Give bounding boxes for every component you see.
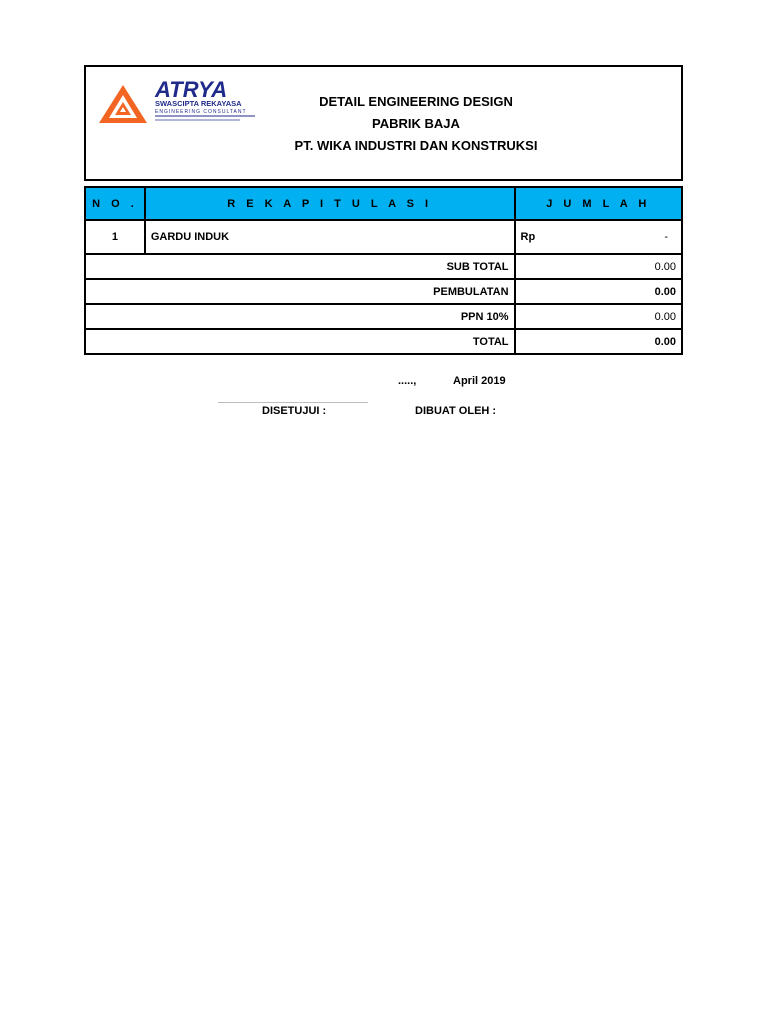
made-by-label: DIBUAT OLEH :	[415, 405, 497, 417]
logo-brand: ATRYA	[155, 77, 228, 102]
total-row	[85, 329, 682, 354]
ppn-value: 0.00	[515, 304, 682, 329]
header-titles	[246, 91, 586, 157]
item-currency: Rp	[520, 231, 536, 243]
document-header	[84, 65, 683, 181]
logo-tagline: ENGINEERING CONSULTANT	[155, 109, 247, 115]
col-jumlah-header: J U M L A H	[515, 187, 682, 220]
signature-divider	[218, 402, 368, 403]
signature-place: .....,	[398, 375, 417, 387]
item-amount: -	[664, 231, 668, 243]
item-name: GARDU INDUK	[145, 220, 515, 254]
header-title-2: PABRIK BAJA	[372, 116, 460, 131]
col-rekapitulasi-header: R E K A P I T U L A S I	[145, 187, 515, 220]
atrya-logo	[97, 75, 267, 125]
pembulatan-value: 0.00	[515, 279, 682, 304]
subtotal-label: SUB TOTAL	[85, 254, 515, 279]
subtotal-row	[85, 254, 682, 279]
total-label: TOTAL	[85, 329, 515, 354]
header-title-1: DETAIL ENGINEERING DESIGN	[319, 94, 513, 109]
table-header-row	[85, 187, 682, 220]
ppn-label: PPN 10%	[85, 304, 515, 329]
recap-table	[84, 186, 683, 355]
col-no-header: N O .	[85, 187, 145, 220]
logo-subtitle: SWASCIPTA REKAYASA	[155, 99, 242, 108]
approved-label: DISETUJUI :	[262, 405, 327, 417]
pembulatan-label: PEMBULATAN	[85, 279, 515, 304]
subtotal-value: 0.00	[515, 254, 682, 279]
pembulatan-row	[85, 279, 682, 304]
item-no: 1	[85, 220, 145, 254]
header-title-3: PT. WIKA INDUSTRI DAN KONSTRUKSI	[294, 138, 538, 153]
signature-date: April 2019	[453, 375, 506, 387]
ppn-row	[85, 304, 682, 329]
total-value: 0.00	[515, 329, 682, 354]
item-amount-cell	[515, 220, 682, 254]
table-row	[85, 220, 682, 254]
triangle-logo-icon	[99, 85, 147, 123]
